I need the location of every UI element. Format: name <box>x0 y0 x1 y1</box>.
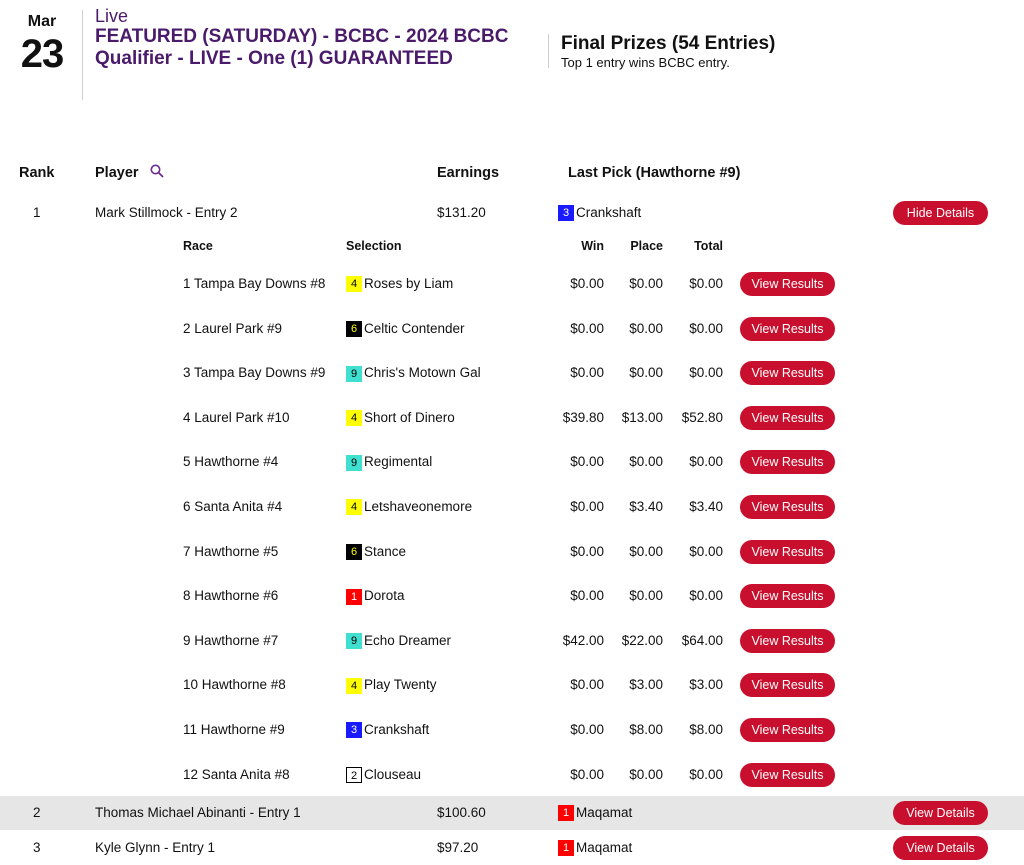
race-total: $0.00 <box>689 276 723 291</box>
race-name: 6 Santa Anita #4 <box>183 499 283 514</box>
entry-last-pick <box>558 805 632 821</box>
saddle-number-badge: 1 <box>558 805 574 821</box>
leaderboard-row <box>0 198 1024 228</box>
saddle-number-badge: 1 <box>558 840 574 856</box>
race-place: $0.00 <box>629 320 663 336</box>
race-total: $3.00 <box>689 677 723 693</box>
race-selection-horse: Short of Dinero <box>364 409 455 425</box>
entry-player: Mark Stillmock - Entry 2 <box>95 205 238 220</box>
contest-title <box>95 6 515 70</box>
saddle-number-badge: 2 <box>346 767 362 783</box>
race-name: 1 Tampa Bay Downs #8 <box>183 276 326 291</box>
race-win: $0.00 <box>570 588 604 604</box>
race-win: $0.00 <box>570 766 604 782</box>
race-total: $3.40 <box>689 499 723 514</box>
view-results-button[interactable]: View Results <box>740 317 835 341</box>
race-place: $8.00 <box>629 722 663 737</box>
view-details-button[interactable]: View Details <box>893 836 988 860</box>
entry-player: Kyle Glynn - Entry 1 <box>95 840 216 855</box>
race-selection <box>346 454 432 470</box>
race-selection <box>346 276 453 292</box>
entry-earnings: $131.20 <box>437 205 486 220</box>
view-results-button[interactable]: View Results <box>740 718 835 742</box>
race-win: $0.00 <box>570 454 604 470</box>
entry-last-pick <box>558 840 632 856</box>
race-total: $0.00 <box>689 320 723 336</box>
race-selection <box>346 722 429 738</box>
view-results-button[interactable]: View Results <box>740 540 835 564</box>
view-details-button[interactable]: View Details <box>893 801 988 825</box>
race-selection-horse: Regimental <box>364 454 433 470</box>
race-detail-row <box>0 485 1024 529</box>
race-selection <box>346 365 481 381</box>
race-detail-row <box>0 396 1024 440</box>
race-win: $0.00 <box>570 543 604 559</box>
race-place: $3.40 <box>629 499 663 514</box>
saddle-number-badge: 4 <box>346 276 362 292</box>
race-win: $39.80 <box>562 409 604 425</box>
saddle-number-badge: 1 <box>346 589 362 605</box>
race-total: $0.00 <box>689 454 723 470</box>
race-name: 7 Hawthorne #5 <box>183 543 279 559</box>
view-results-button[interactable]: View Results <box>740 361 835 385</box>
race-selection-horse: Echo Dreamer <box>364 632 452 648</box>
race-detail-row <box>0 307 1024 351</box>
race-total: $0.00 <box>689 588 723 604</box>
race-place: $3.00 <box>629 677 663 693</box>
race-detail-row <box>0 708 1024 752</box>
header-divider <box>82 10 83 100</box>
race-place: $0.00 <box>629 365 663 381</box>
race-place: $0.00 <box>629 766 663 782</box>
entry-rank: 1 <box>33 205 41 220</box>
race-total: $0.00 <box>689 365 723 381</box>
race-selection-horse: Chris's Motown Gal <box>364 365 481 381</box>
saddle-number-badge: 3 <box>558 205 574 221</box>
race-name: 4 Laurel Park #10 <box>183 409 290 425</box>
race-name: 9 Hawthorne #7 <box>183 632 279 648</box>
view-results-button[interactable]: View Results <box>740 495 835 519</box>
column-header-player: Player <box>95 165 139 181</box>
prizes-subtitle: Top 1 entry wins BCBC entry. <box>561 55 730 70</box>
detail-header-race: Race <box>183 239 213 253</box>
race-selection-horse: Dorota <box>364 588 405 604</box>
entry-player: Thomas Michael Abinanti - Entry 1 <box>95 805 301 820</box>
race-selection-horse: Stance <box>364 543 407 559</box>
race-detail-row <box>0 530 1024 574</box>
view-results-button[interactable]: View Results <box>740 629 835 653</box>
saddle-number-badge: 4 <box>346 410 362 426</box>
race-win: $0.00 <box>570 499 604 514</box>
leaderboard-row <box>0 832 1024 864</box>
detail-header-total: Total <box>694 239 723 253</box>
view-results-button[interactable]: View Results <box>740 450 835 474</box>
race-win: $0.00 <box>570 722 604 737</box>
race-detail-row <box>0 619 1024 663</box>
column-header-last-pick: Last Pick (Hawthorne #9) <box>568 165 741 181</box>
entry-last-pick <box>558 205 641 221</box>
entry-last-pick-horse: Crankshaft <box>576 205 642 220</box>
race-place: $0.00 <box>629 276 663 291</box>
saddle-number-badge: 3 <box>346 722 362 738</box>
race-win: $0.00 <box>570 365 604 381</box>
saddle-number-badge: 4 <box>346 678 362 694</box>
race-name: 12 Santa Anita #8 <box>183 766 290 782</box>
saddle-number-badge: 6 <box>346 321 362 337</box>
race-selection <box>346 499 472 515</box>
view-results-button[interactable]: View Results <box>740 673 835 697</box>
contest-name: FEATURED (SATURDAY) - BCBC - 2024 BCBC Qualifier - LIVE - One (1) GUARANTEED <box>95 26 509 69</box>
view-results-button[interactable]: View Results <box>740 272 835 296</box>
contest-date <box>0 12 84 76</box>
race-name: 10 Hawthorne #8 <box>183 677 286 693</box>
race-detail-row <box>0 663 1024 707</box>
prizes-divider <box>548 34 549 68</box>
race-name: 8 Hawthorne #6 <box>183 588 279 604</box>
race-detail-row <box>0 574 1024 618</box>
saddle-number-badge: 4 <box>346 499 362 515</box>
prizes-title: Final Prizes (54 Entries) <box>561 33 776 54</box>
detail-header-place: Place <box>630 239 663 253</box>
view-results-button[interactable]: View Results <box>740 406 835 430</box>
race-selection <box>346 410 455 426</box>
race-name: 11 Hawthorne #9 <box>183 722 285 737</box>
race-place: $0.00 <box>629 454 663 470</box>
leaderboard-row <box>0 796 1024 830</box>
race-detail-row <box>0 262 1024 306</box>
race-place: $0.00 <box>629 543 663 559</box>
race-selection-horse: Celtic Contender <box>364 320 465 336</box>
race-win: $0.00 <box>570 320 604 336</box>
entry-rank: 2 <box>33 805 41 820</box>
race-win: $42.00 <box>562 632 604 648</box>
entry-last-pick-horse: Maqamat <box>576 840 633 855</box>
race-total: $0.00 <box>689 766 723 782</box>
prizes-block <box>561 33 775 70</box>
race-detail-row <box>0 351 1024 395</box>
race-selection <box>346 544 406 560</box>
race-selection-horse: Crankshaft <box>364 722 430 737</box>
saddle-number-badge: 9 <box>346 366 362 382</box>
saddle-number-badge: 6 <box>346 544 362 560</box>
column-header-rank: Rank <box>19 165 55 181</box>
contest-day: 23 <box>20 32 64 76</box>
detail-header-win: Win <box>581 239 604 253</box>
saddle-number-badge: 9 <box>346 633 362 649</box>
race-detail-row <box>0 753 1024 797</box>
race-total: $0.00 <box>689 543 723 559</box>
contest-status: Live <box>95 6 129 26</box>
race-detail-row <box>0 440 1024 484</box>
view-results-button[interactable]: View Results <box>740 763 835 787</box>
race-selection <box>346 321 465 337</box>
race-win: $0.00 <box>570 276 604 291</box>
race-selection <box>346 767 421 783</box>
race-selection <box>346 633 451 649</box>
column-header-earnings: Earnings <box>437 165 500 181</box>
detail-header-selection: Selection <box>346 239 402 253</box>
entry-rank: 3 <box>33 840 41 855</box>
race-place: $0.00 <box>629 588 663 604</box>
race-place: $13.00 <box>621 409 663 425</box>
race-selection <box>346 588 405 604</box>
race-total: $64.00 <box>681 632 723 648</box>
entry-earnings: $100.60 <box>437 805 486 820</box>
saddle-number-badge: 9 <box>346 455 362 471</box>
race-selection-horse: Roses by Liam <box>364 276 454 291</box>
race-name: 2 Laurel Park #9 <box>183 320 283 336</box>
race-selection-horse: Play Twenty <box>364 677 437 693</box>
race-total: $8.00 <box>689 722 723 737</box>
race-name: 3 Tampa Bay Downs #9 <box>183 365 326 381</box>
hide-details-button[interactable]: Hide Details <box>893 201 988 225</box>
race-selection-horse: Letshaveonemore <box>364 499 473 514</box>
race-name: 5 Hawthorne #4 <box>183 454 279 470</box>
entry-last-pick-horse: Maqamat <box>576 805 633 820</box>
race-place: $22.00 <box>621 632 663 648</box>
race-selection <box>346 677 437 693</box>
search-icon[interactable] <box>149 163 165 179</box>
view-results-button[interactable]: View Results <box>740 584 835 608</box>
contest-month: Mar <box>27 13 57 30</box>
race-total: $52.80 <box>681 409 723 425</box>
race-win: $0.00 <box>570 677 604 693</box>
race-selection-horse: Clouseau <box>364 766 422 782</box>
entry-earnings: $97.20 <box>437 840 479 855</box>
